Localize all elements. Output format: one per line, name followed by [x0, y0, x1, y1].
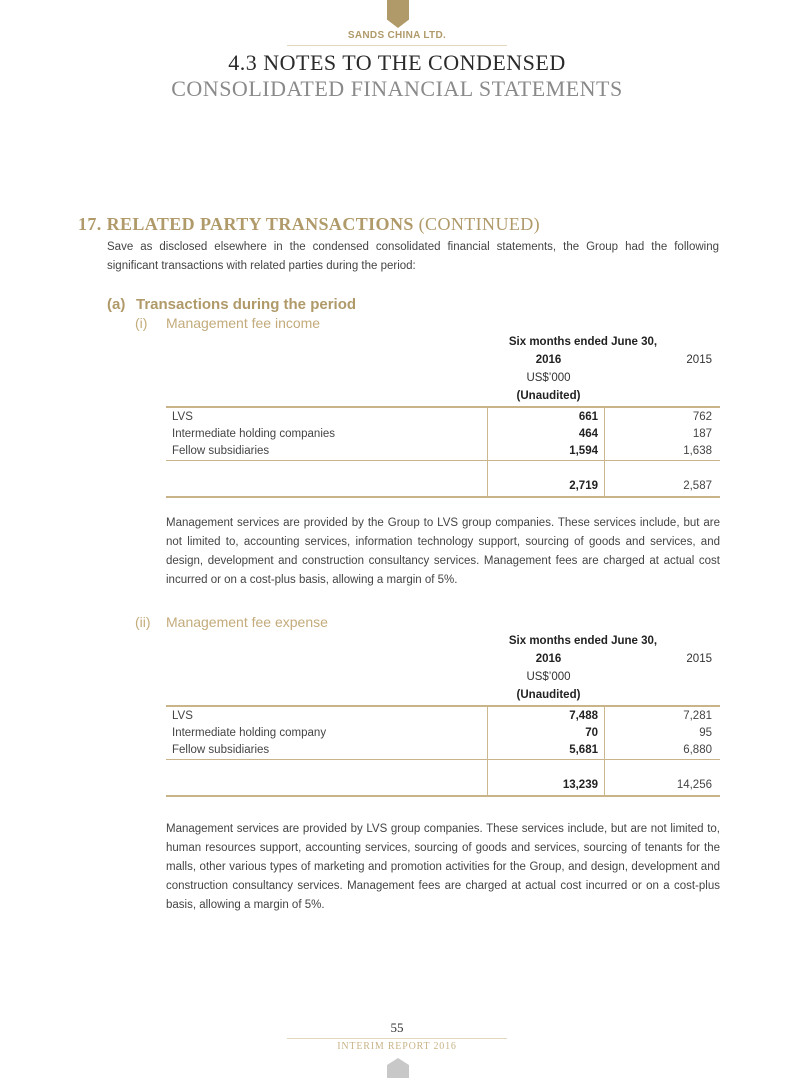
income-unit: US$’000: [526, 372, 571, 384]
section-intro: Save as disclosed elsewhere in the condensed consolidated financial statements, the Group had the following significant transactions with related parties during the period:: [107, 241, 719, 272]
table-row: [166, 443, 720, 461]
report-name: INTERIM REPORT 2016: [337, 1041, 457, 1052]
subsection-a-heading: [107, 296, 356, 313]
section-title-continued: (CONTINUED): [413, 214, 541, 234]
table-row: [166, 407, 720, 426]
value-2015: 95: [699, 727, 712, 739]
income-note: Management services are provided by the Group to LVS group companies. These services include, but are not limited to, accounting services, information technology support, sourcing of goods and services, and design, development and construction consultancy services. Management fees are charged at actual cost incurred or on a cost-plus basis, allowing a margin of 5%.: [166, 517, 720, 586]
value-2015: 7,281: [605, 706, 721, 725]
row-label: Intermediate holding company: [172, 727, 327, 739]
value-2015: 762: [605, 407, 721, 426]
row-label: Fellow subsidiaries: [172, 744, 270, 756]
income-table-header: [490, 333, 720, 405]
expense-heading: [135, 614, 328, 630]
value-2016: 661: [488, 407, 605, 426]
table-row: [166, 426, 720, 443]
total-label: [166, 760, 488, 797]
income-table: [166, 406, 720, 498]
income-heading: [135, 315, 320, 331]
table-row: [166, 706, 720, 725]
total-row: [166, 461, 720, 498]
row-label: LVS: [166, 706, 488, 725]
income-title: Management fee income: [166, 315, 321, 331]
expense-table-header: [490, 632, 720, 704]
section-title: [78, 214, 540, 235]
company-name: SANDS CHINA LTD.: [347, 30, 447, 41]
expense-audit-status: (Unaudited): [516, 689, 581, 701]
income-year-current: 2016: [535, 354, 562, 366]
total-2016: 13,239: [488, 760, 605, 797]
value-2016: 70: [488, 725, 605, 742]
income-year-prior: 2015: [686, 354, 712, 366]
total-2015: 14,256: [605, 760, 721, 797]
expense-title: Management fee expense: [166, 614, 328, 630]
value-2016: 7,488: [488, 706, 605, 725]
value-2016: 5,681: [488, 742, 605, 760]
value-2015: 187: [692, 428, 712, 440]
expense-period-label: Six months ended June 30,: [508, 635, 658, 647]
top-bookmark-tab-icon: [387, 0, 409, 28]
row-label: Fellow subsidiaries: [172, 445, 270, 457]
expense-label: (ii): [135, 614, 151, 630]
table-row: [166, 725, 720, 742]
bottom-bookmark-tab-icon: [387, 1058, 409, 1078]
page-title-line1: 4.3 NOTES TO THE CONDENSED: [228, 50, 566, 75]
value-2015: 6,880: [683, 744, 712, 756]
value-2016: 1,594: [488, 443, 605, 461]
subsection-a-label: (a): [107, 296, 126, 313]
expense-year-prior: 2015: [686, 653, 712, 665]
expense-year-current: 2016: [535, 653, 562, 665]
total-2015: 2,587: [605, 461, 721, 498]
income-audit-status: (Unaudited): [516, 390, 581, 402]
value-2016: 464: [488, 426, 605, 443]
section-title-main: 17. RELATED PARTY TRANSACTIONS: [78, 214, 414, 234]
row-label: Intermediate holding companies: [172, 428, 336, 440]
income-period-label: Six months ended June 30,: [508, 336, 658, 348]
value-2015: 1,638: [683, 445, 712, 457]
income-label: (i): [135, 315, 148, 331]
total-2016: 2,719: [488, 461, 605, 498]
expense-unit: US$’000: [526, 671, 571, 683]
subsection-a-title: Transactions during the period: [136, 296, 357, 313]
table-row: [166, 742, 720, 760]
expense-table: [166, 705, 720, 797]
total-row: [166, 760, 720, 797]
header-divider: [287, 45, 507, 46]
footer-divider: [287, 1038, 507, 1039]
row-label: LVS: [166, 407, 488, 426]
expense-note: Management services are provided by LVS group companies. These services include, but are not limited to, human resources support, accounting services, sourcing of goods and services, sourcing of tenants for the malls, other various types of marketing and promotion activities for the Group, and design, development and construction consultancy services. Management fees are charged at actual cost incurred or on a cost-plus basis, allowing a margin of 5%.: [166, 823, 720, 911]
page-number: 55: [390, 1020, 404, 1035]
total-label: [166, 461, 488, 498]
page-title-line2: CONSOLIDATED FINANCIAL STATEMENTS: [171, 76, 623, 101]
